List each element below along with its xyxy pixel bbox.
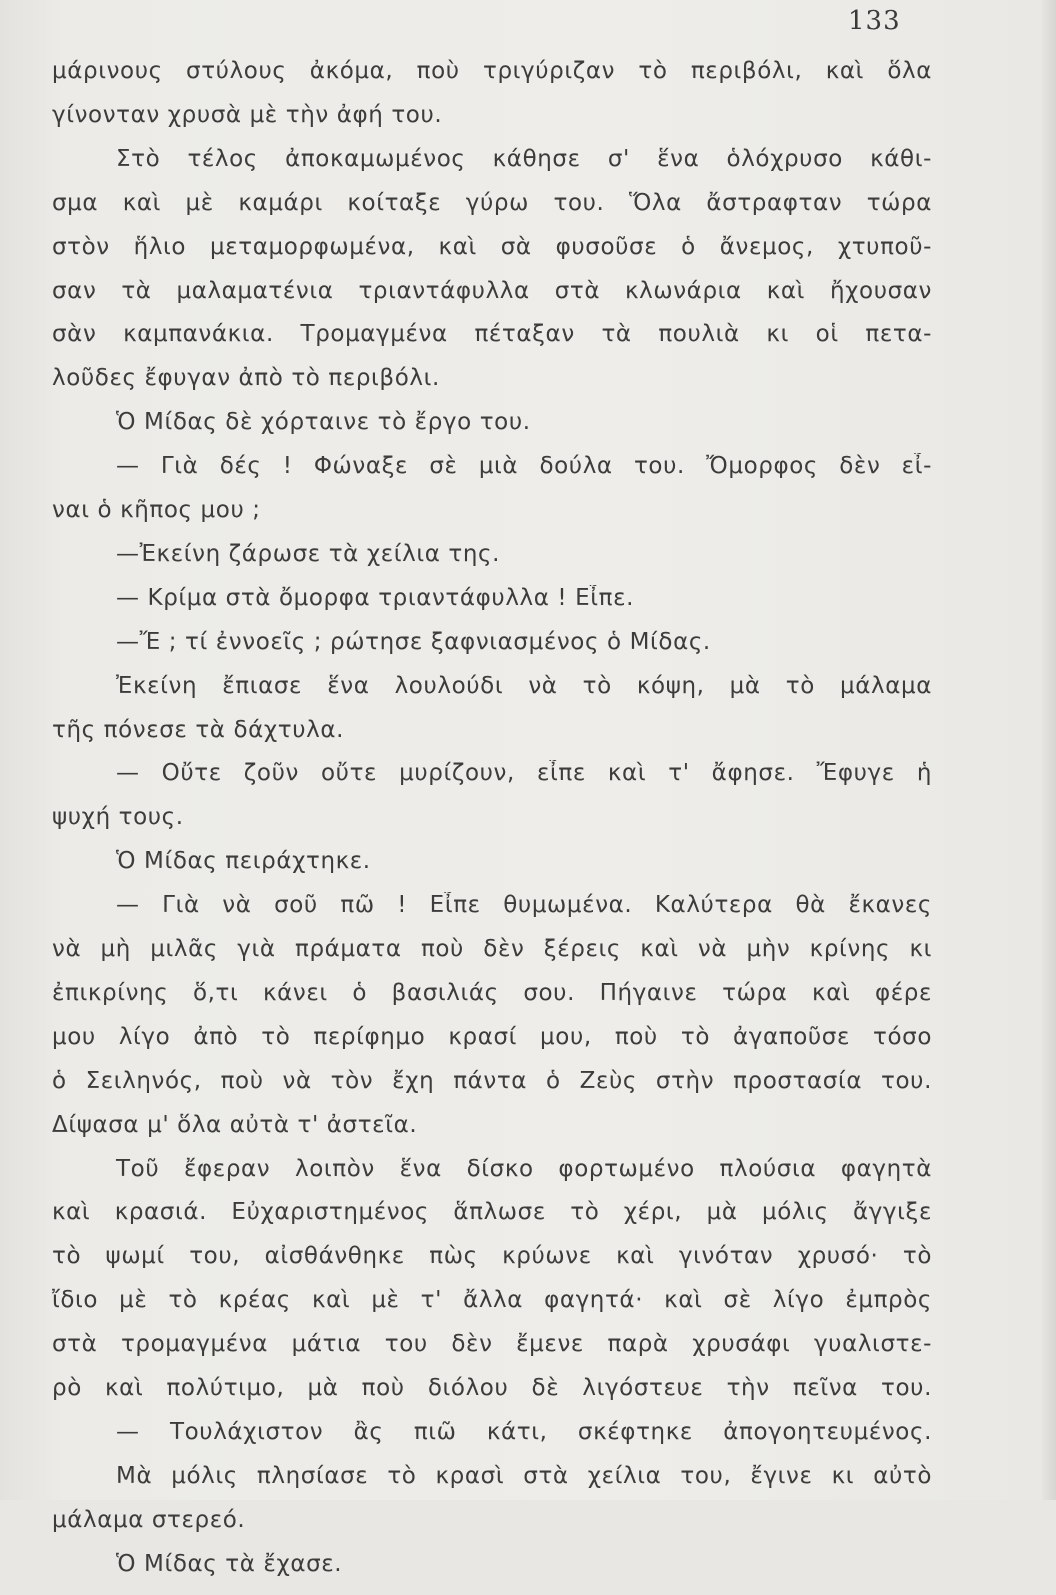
text-line: —Ἔ ; τί ἐννοεῖς ; ρώτησε ξαφνιασμένος ὁ Μίδας. [116, 629, 711, 655]
text-line: — Τουλάχιστον ἂς πιῶ κάτι, σκέφτηκε ἀπογοητευμένος. [116, 1419, 932, 1445]
text-line: — Γιὰ νὰ σοῦ πῶ ! Εἶπε θυμωμένα. Καλύτερα θὰ ἔκανες [116, 892, 932, 918]
text-line: καὶ κρασιά. Εὐχαριστημένος ἅπλωσε τὸ χέρι, μὰ μόλις ἄγγιξε [52, 1199, 932, 1225]
text-line: σὰν καμπανάκια. Τρομαγμένα πέταξαν τὰ πουλιὰ κι οἱ πετα- [52, 321, 932, 347]
text-line: ρὸ καὶ πολύτιμο, μὰ ποὺ διόλου δὲ λιγόστευε τὴν πεῖνα του. [52, 1375, 932, 1401]
text-line: τῆς πόνεσε τὰ δάχτυλα. [52, 717, 345, 743]
text-line: μάρινους στύλους ἀκόμα, ποὺ τριγύριζαν τὸ περιβόλι, καὶ ὅλα [52, 58, 932, 84]
text-line: — Οὔτε ζοῦν οὔτε μυρίζουν, εἶπε καὶ τ' ἄφησε. Ἔφυγε ἡ [116, 760, 932, 786]
page-spine-shadow [1042, 0, 1056, 1500]
text-line: —Ἐκείνη ζάρωσε τὰ χείλια της. [116, 541, 501, 567]
text-line: μάλαμα στερεό. [52, 1507, 246, 1533]
text-line: στὸν ἥλιο μεταμορφωμένα, καὶ σὰ φυσοῦσε ὁ ἄνεμος, χτυποῦ- [52, 234, 932, 260]
text-line: γίνονταν χρυσὰ μὲ τὴν ἀφή του. [52, 102, 443, 128]
text-line: στὰ τρομαγμένα μάτια του δὲν ἔμενε παρὰ χρυσάφι γυαλιστε- [52, 1331, 932, 1357]
text-line: — Γιὰ δές ! Φώναξε σὲ μιὰ δούλα του. Ὄμορφος δὲν εἶ- [116, 453, 932, 479]
text-line: Δίψασα μ' ὅλα αὐτὰ τ' ἀστεῖα. [52, 1112, 418, 1138]
text-line: Ὁ Μίδας τὰ ἔχασε. [116, 1551, 343, 1577]
text-line: μου λίγο ἀπὸ τὸ περίφημο κρασί μου, ποὺ τὸ ἀγαποῦσε τόσο [52, 1024, 932, 1050]
page-number: 133 [848, 6, 901, 36]
text-line: τὸ ψωμί του, αἰσθάνθηκε πὼς κρύωνε καὶ γινόταν χρυσό· τὸ [52, 1243, 932, 1269]
text-line: — Κρίμα στὰ ὄμορφα τριαντάφυλλα ! Εἶπε. [116, 585, 635, 611]
text-line: λοῦδες ἔφυγαν ἀπὸ τὸ περιβόλι. [52, 365, 440, 391]
text-line: νὰ μὴ μιλᾶς γιὰ πράματα ποὺ δὲν ξέρεις καὶ νὰ μὴν κρίνης κι [52, 936, 932, 962]
text-line: ἐπικρίνης ὅ,τι κάνει ὁ βασιλιάς σου. Πήγαινε τώρα καὶ φέρε [52, 980, 932, 1006]
text-line: Ὁ Μίδας δὲ χόρταινε τὸ ἔργο του. [116, 409, 531, 435]
text-line: ναι ὁ κῆπος μου ; [52, 497, 261, 523]
text-line: Στὸ τέλος ἀποκαμωμένος κάθησε σ' ἕνα ὁλόχρυσο κάθι- [116, 146, 932, 172]
text-line: ψυχή τους. [52, 804, 184, 830]
text-line: σμα καὶ μὲ καμάρι κοίταξε γύρω του. Ὅλα ἄστραφταν τώρα [52, 190, 932, 216]
text-line: Τοῦ ἔφεραν λοιπὸν ἕνα δίσκο φορτωμένο πλούσια φαγητὰ [116, 1156, 932, 1182]
text-line: ὁ Σειληνός, ποὺ νὰ τὸν ἔχη πάντα ὁ Ζεὺς στὴν προστασία του. [52, 1068, 932, 1094]
text-line: Ὁ Μίδας πειράχτηκε. [116, 848, 371, 874]
text-line: σαν τὰ μαλαματένια τριαντάφυλλα στὰ κλωνάρια καὶ ἤχουσαν [52, 278, 932, 304]
text-line: ἴδιο μὲ τὸ κρέας καὶ μὲ τ' ἄλλα φαγητά· καὶ σὲ λίγο ἐμπρὸς [52, 1287, 932, 1313]
text-line: Μὰ μόλις πλησίασε τὸ κρασὶ στὰ χείλια του, ἔγινε κι αὐτὸ [116, 1463, 932, 1489]
text-line: Ἐκείνη ἔπιασε ἕνα λουλούδι νὰ τὸ κόψη, μὰ τὸ μάλαμα [116, 673, 932, 699]
